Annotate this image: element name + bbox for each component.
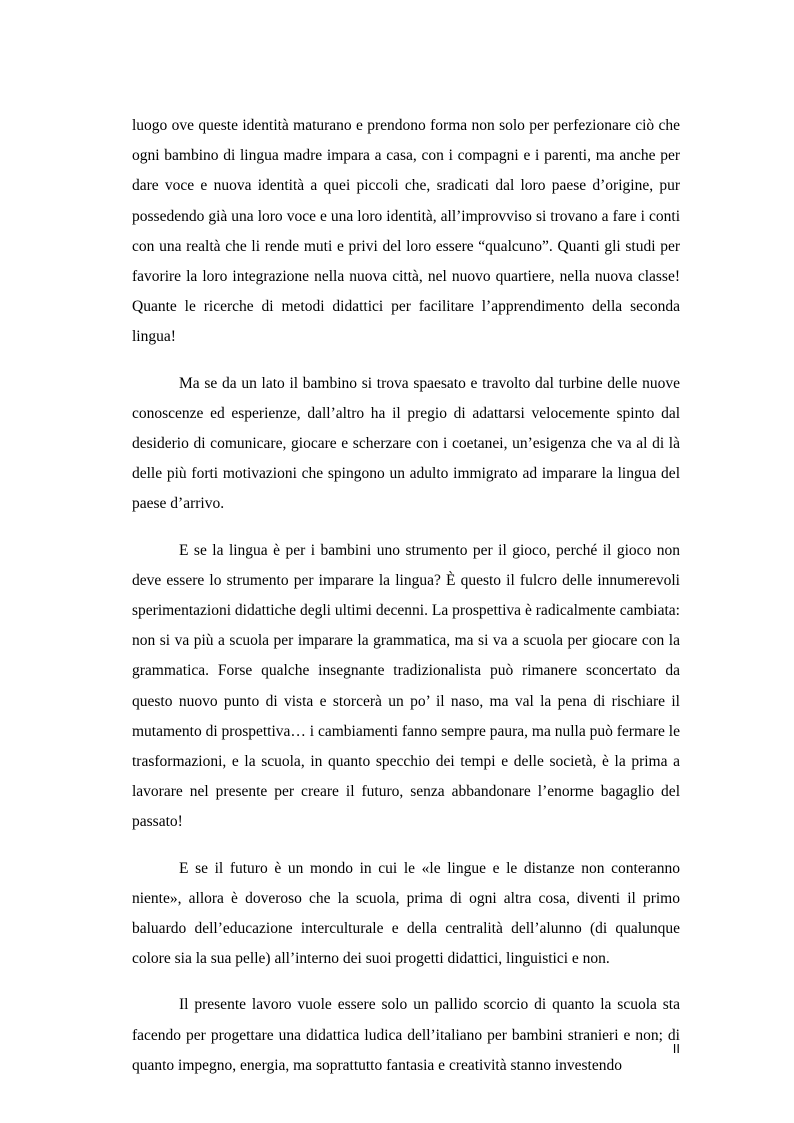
paragraph-3: E se la lingua è per i bambini uno strumento per il gioco, perché il gioco non deve essere lo strumento per imparare la lingua? È questo il fulcro delle innumerevoli sperimentazioni didattiche degli ultimi decenni. La prospettiva è radicalmente cambiata: non si va più a scuola per imparare la grammatica, ma si va a scuola per giocare con la grammatica. Forse qualche insegnante tradizionalista può rimanere sconcertato da questo nuovo punto di vista e storcerà un po’ il naso, ma val la pena di rischiare il mutamento di prospettiva… i cambiamenti fanno sempre paura, ma nulla può fermare le trasformazioni, e la scuola, in quanto specchio dei tempi e delle società, è la prima a lavorare nel presente per creare il futuro, senza abbandonare l’enorme bagaglio del passato! — [132, 541, 680, 831]
paragraph-5: Il presente lavoro vuole essere solo un pallido scorcio di quanto la scuola sta facendo per progettare una didattica ludica dell’italiano per bambini stranieri e non; di quanto impegno, energia, ma soprattutto fantasia e creatività stanno investendo — [132, 996, 680, 1074]
body-text — [132, 111, 680, 1097]
paragraph-2: Ma se da un lato il bambino si trova spaesato e travolto dal turbine delle nuove conoscenze ed esperienze, dall’altro ha il pregio di adattarsi velocemente spinto dal desiderio di comunicare, giocare e scherzare con i coetanei, un’esigenza che va al di là delle più forti motivazioni che spingono un adulto immigrato ad imparare la lingua del paese d’arrivo. — [132, 374, 680, 513]
page-number: II — [672, 1041, 680, 1056]
paragraph-1: luogo ove queste identità maturano e prendono forma non solo per perfezionare ciò che ogni bambino di lingua madre impara a casa, con i compagni e i parenti, ma anche per dare voce e nuova identità a quei piccoli che, sradicati dal loro paese d’origine, pur possedendo già una loro voce e una loro identità, all’improvviso si trovano a fare i conti con una realtà che li rende muti e privi del loro essere “qualcuno”. Quanti gli studi per favorire la loro integrazione nella nuova città, nel nuovo quartiere, nella nuova classe! Quante le ricerche di metodi didattici per facilitare l’apprendimento della seconda lingua! — [132, 117, 680, 346]
paragraph-4: E se il futuro è un mondo in cui le «le lingue e le distanze non conteranno niente», allora è doveroso che la scuola, prima di ogni altra cosa, diventi il primo baluardo dell’educazione interculturale e della centralità dell’alunno (di qualunque colore sia la sua pelle) all’interno dei suoi progetti didattici, linguistici e non. — [132, 859, 680, 968]
